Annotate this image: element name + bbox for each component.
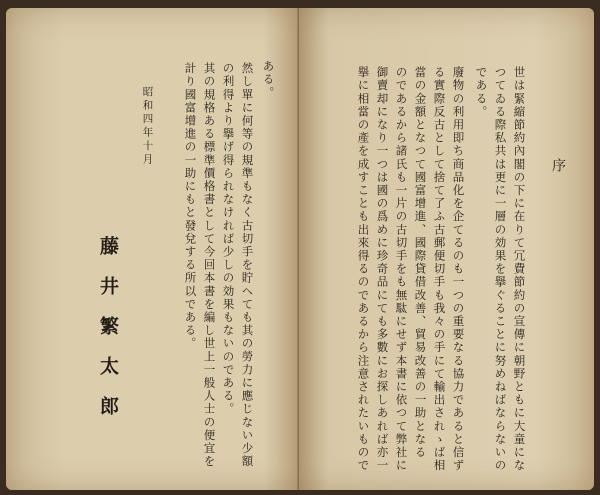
- preface-heading: 序: [550, 158, 566, 174]
- text-column: る實際反古として捨て了ふ古郵便切手も我々の手にて輸出されゝば相: [432, 66, 447, 473]
- text-column: つてゐる際私共は更に一層の効果を擧ぐることに努めねばならないの: [493, 66, 508, 473]
- text-column: 計り國富增進の一助にもと發兌する所以である。: [183, 62, 198, 351]
- text-column: ある。: [261, 60, 276, 100]
- text-column: の利得より擧げ得られなければ少しの効果もないのである。: [221, 62, 236, 416]
- text-column: 擧に相當の產を成すことも出來得るのであるから注意されたいもので: [356, 66, 371, 473]
- date-line: 昭和四年十月: [141, 86, 154, 167]
- text-column: 世は緊縮節約內閣の下に在りて冗費節約の宣傳に朝野ともに大童にな: [512, 66, 527, 473]
- open-book: [6, 8, 594, 490]
- author-name: 藤井繁太郎: [97, 236, 119, 436]
- text-column: 然し單に何等の規準もなく古切手を貯へても其の勞力に應じない少額: [240, 62, 255, 469]
- text-column: 御賣却になり一つは國の爲めに珍奇品にても多數にお探しあれば亦一: [375, 66, 390, 473]
- text-column: 其の規格ある標準價格書として今回本書を編し世上一般人士の便宜を: [202, 62, 217, 469]
- text-column: である。: [474, 66, 489, 119]
- text-column: 廢物の利用即ち商品化を企てるのも一つの重要なる協力であると信ず: [451, 66, 466, 473]
- text-column: 當の金額となつて國富增進、國際貸借改善、貿易改善の一助となる: [413, 66, 428, 459]
- right-page: [299, 8, 594, 490]
- left-page: [6, 8, 299, 490]
- text-column: のであるから諸氏も一片の古切手をも無駄にせず本書に依つて弊社に: [394, 66, 409, 473]
